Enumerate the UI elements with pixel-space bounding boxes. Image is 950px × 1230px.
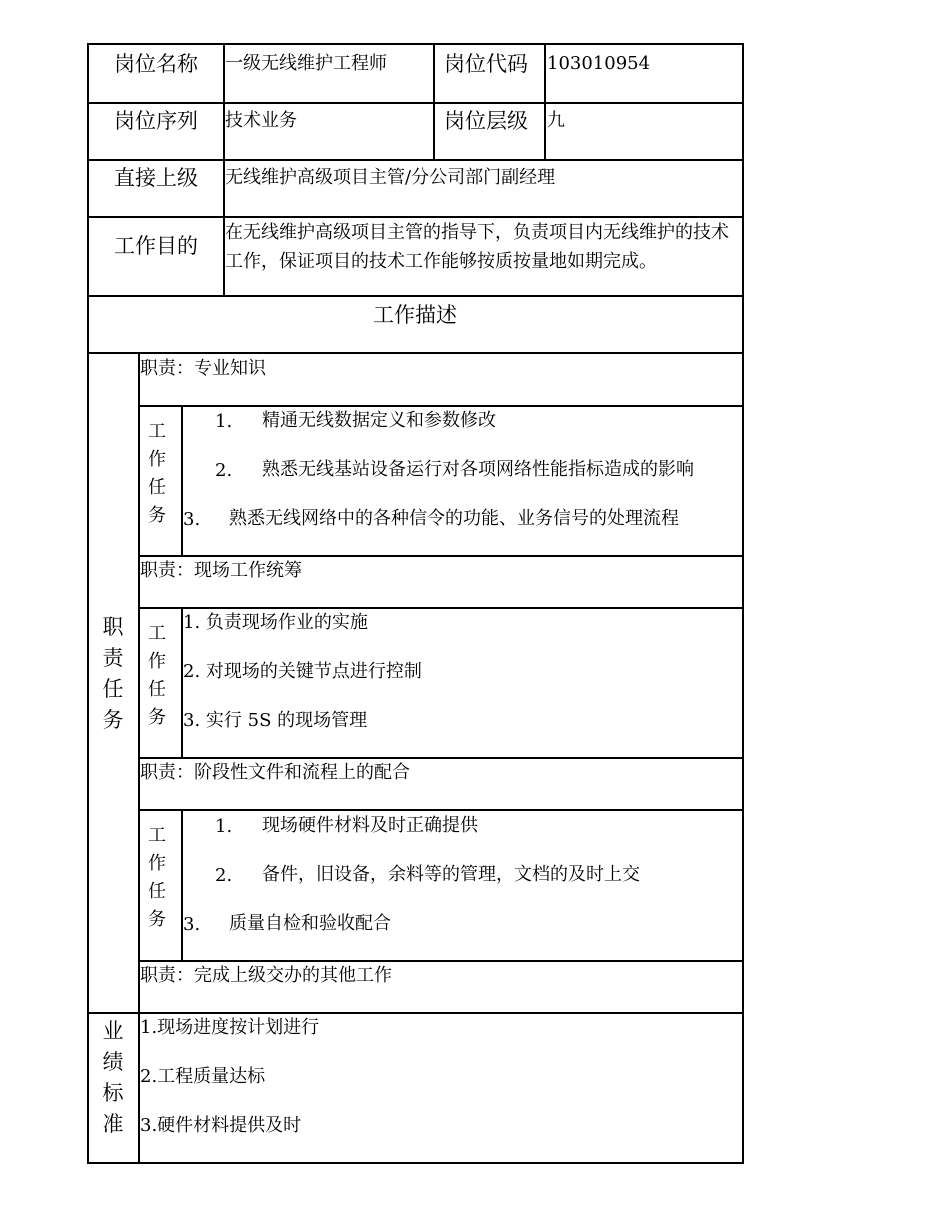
position-code-value: 103010954 [547, 53, 651, 74]
table-border [87, 43, 89, 1164]
task-label-char: 务 [148, 707, 166, 728]
duty-title: 职责：完成上级交办的其他工作 [140, 965, 392, 986]
duties-label [100, 612, 126, 736]
purpose-value: 在无线维护高级项目主管的指导下，负责项目内无线维护的技术工作，保证项目的技术工作能够按质按量地如期完成。 [225, 222, 729, 272]
task-label-char: 作 [148, 449, 166, 470]
performance-label-char: 业 [102, 1019, 124, 1043]
task-label-char: 任 [148, 477, 166, 498]
sequence-value: 技术业务 [225, 110, 297, 131]
task-label-char: 务 [148, 909, 166, 930]
table-border [87, 1012, 744, 1014]
table-border [87, 43, 744, 45]
table-border [138, 405, 744, 407]
task-label-char: 任 [148, 679, 166, 700]
duties-label-char: 务 [102, 708, 124, 732]
task-label [146, 620, 168, 732]
table-border [544, 43, 546, 161]
table-border [87, 295, 744, 297]
sequence-label: 岗位序列 [114, 109, 198, 133]
task-text: 备件，旧设备，余料等的管理，文档的及时上交 [262, 864, 640, 885]
position-name-label: 岗位名称 [114, 52, 198, 76]
purpose-label: 工作目的 [114, 234, 198, 258]
task-number: 1. [215, 411, 233, 432]
task-text: 质量自检和验收配合 [229, 913, 391, 934]
task-text: 熟悉无线网络中的各种信令的功能、业务信号的处理流程 [229, 508, 679, 529]
superior-value: 无线维护高级项目主管/分公司部门副经理 [225, 167, 556, 188]
task-number: 1. [215, 816, 233, 837]
task-item [183, 712, 367, 730]
task-label [146, 418, 168, 530]
table-border [181, 809, 183, 962]
task-number: 2. [215, 460, 233, 481]
description-title: 工作描述 [373, 303, 457, 327]
task-text: 熟悉无线基站设备运行对各项网络性能指标造成的影响 [262, 459, 694, 480]
duty-title: 职责：专业知识 [140, 358, 266, 379]
duty-title: 职责：阶段性文件和流程上的配合 [140, 762, 410, 783]
table-border [181, 405, 183, 557]
performance-label-char: 准 [102, 1112, 124, 1136]
task-number: 2. [215, 865, 233, 886]
task-number: 3. [183, 509, 201, 530]
task-label [146, 822, 168, 934]
table-border [138, 757, 744, 759]
position-name-value: 一级无线维护工程师 [225, 53, 387, 74]
task-text: 现场硬件材料及时正确提供 [262, 815, 478, 836]
table-border [433, 43, 435, 161]
performance-label [100, 1016, 126, 1140]
position-code-label: 岗位代码 [444, 52, 528, 76]
table-border [87, 352, 744, 354]
task-item [183, 614, 368, 632]
performance-item: 2.工程质量达标 [140, 1066, 266, 1087]
duty-title: 职责：现场工作统筹 [140, 560, 302, 581]
table-border [138, 607, 744, 609]
level-value: 九 [547, 110, 565, 131]
task-label-char: 作 [148, 651, 166, 672]
task-label-char: 任 [148, 881, 166, 902]
duties-label-char: 任 [102, 677, 124, 701]
performance-item: 1.现场进度按计划进行 [140, 1017, 320, 1038]
performance-label-char: 标 [102, 1081, 124, 1105]
superior-label: 直接上级 [114, 166, 198, 190]
table-border [87, 159, 744, 161]
task-number: 3. [183, 710, 201, 731]
task-item [183, 663, 422, 681]
table-border [138, 555, 744, 557]
task-label-char: 务 [148, 505, 166, 526]
table-border [742, 43, 744, 1164]
task-text: 负责现场作业的实施 [205, 612, 368, 633]
duties-label-char: 职 [102, 615, 124, 639]
task-label-char: 工 [148, 421, 166, 442]
task-number: 2. [183, 661, 201, 682]
task-text: 实行 5S 的现场管理 [205, 710, 368, 731]
duties-label-char: 责 [102, 646, 124, 670]
task-number: 1. [183, 612, 201, 633]
task-text: 精通无线数据定义和参数修改 [262, 410, 496, 431]
level-label: 岗位层级 [444, 109, 528, 133]
table-border [87, 102, 744, 104]
task-number: 3. [183, 914, 201, 935]
table-border [138, 809, 744, 811]
table-border [138, 352, 140, 1164]
table-border [138, 960, 744, 962]
task-label-char: 工 [148, 623, 166, 644]
task-text: 对现场的关键节点进行控制 [205, 661, 422, 682]
table-border [87, 1162, 744, 1164]
performance-label-char: 绩 [102, 1050, 124, 1074]
task-label-char: 工 [148, 825, 166, 846]
task-label-char: 作 [148, 853, 166, 874]
performance-item: 3.硬件材料提供及时 [140, 1115, 302, 1136]
